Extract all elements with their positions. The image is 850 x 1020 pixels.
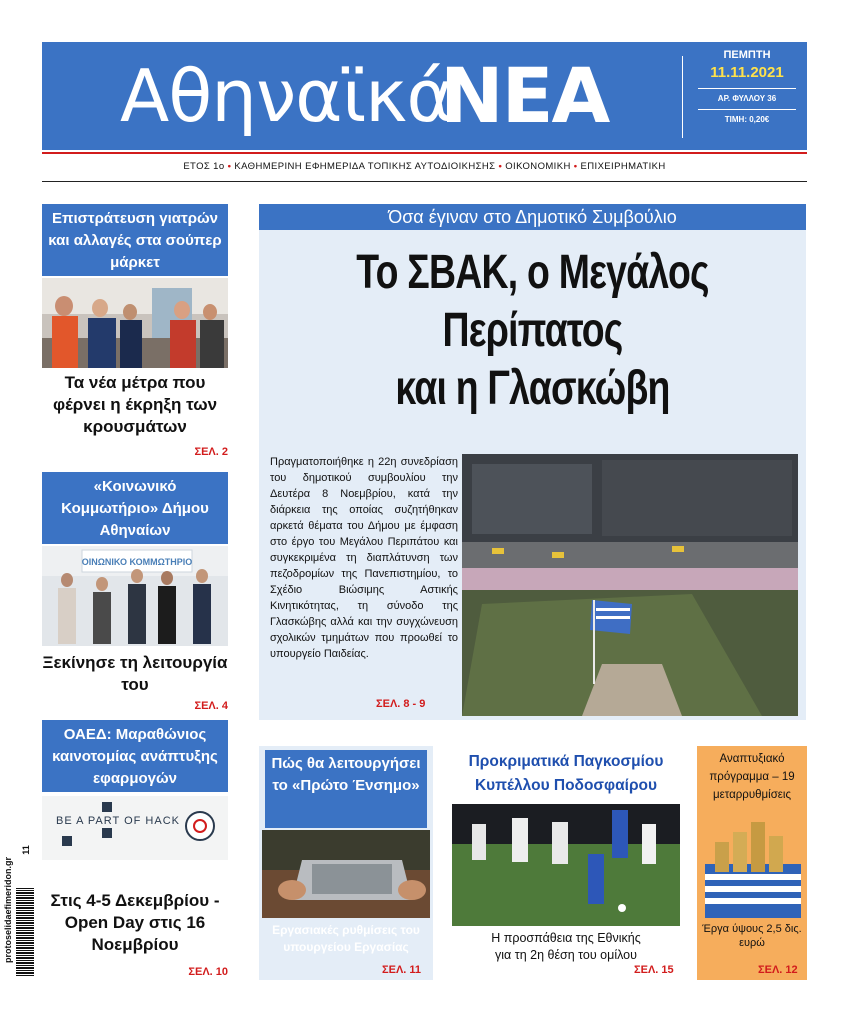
masthead-red-rule xyxy=(42,152,807,154)
bullet-icon: • xyxy=(227,161,235,172)
box-first-stamp-title[interactable]: Πώς θα λειτουργήσει το «Πρώτο Ένσημο» xyxy=(265,750,427,828)
story-doctors-box[interactable]: Επιστράτευση γιατρών και αλλαγές στα σούπερ μάρκετ xyxy=(42,204,228,276)
box-football-title-line: Προκριματικά Παγκοσμίου xyxy=(468,753,664,770)
price-separator xyxy=(698,109,796,110)
box-football-caption-line: για τη 2η θέση του ομίλου xyxy=(495,948,637,962)
box-football-page: ΣΕΛ. 15 xyxy=(634,964,674,976)
bullet-icon: • xyxy=(498,161,506,172)
story-doctors-photo xyxy=(42,278,228,368)
box-first-stamp-caption: Εργασιακές ρυθμίσεις του υπουργείου Εργασίας xyxy=(272,923,420,954)
barcode-code: 11 xyxy=(21,845,31,855)
date-separator xyxy=(698,88,796,89)
box-program-caption: Έργα ύψους 2,5 δις. ευρώ xyxy=(702,923,802,949)
bullet-icon: • xyxy=(573,161,581,172)
story-doctors-headline[interactable]: Τα νέα μέτρα που φέρνει η έκρηξη των κρουσμάτων xyxy=(52,373,218,436)
box-football-caption xyxy=(443,930,689,964)
story-oaed-box[interactable]: ΟΑΕΔ: Μαραθώνιος καινοτομίας ανάπτυξης εφαρμογών xyxy=(42,720,228,792)
banner-text: ΟΙΝΩΝΙΚΟ ΚΟΜΜΩΤΗΡΙΟ xyxy=(81,557,193,567)
main-body-text: Πραγματοποιήθηκε η 22η συνεδρίαση του δημοτικού συμβουλίου την Δευτέρα 8 Νοεμβρίου, κατά την διάρκεια της οποίας συζητήθηκαν αρκετά θέματα του Δήμου με έμφαση στο έργο του Μεγάλου Περιπάτου και συγκεκριμένα τη διαπλάτυνση των πεζοδρομίων της Πανεπιστημίου, το Σχέδιο Βιώσιμης Αστικής Κινητικότητας, τη σύνοδο της Γλασκώβης αλλά και την συγχώνευση σχολικών τμημάτων που προωθεί το υπουργείο Παιδείας. xyxy=(270,456,458,660)
issue-day: ΠΕΜΠΤΗ xyxy=(723,49,771,61)
logo-light-text: Αθηναϊκά xyxy=(120,54,453,138)
masthead-divider xyxy=(682,56,683,138)
story-doctors-page: ΣΕΛ. 2 xyxy=(194,446,228,458)
story-oaed-photo xyxy=(42,796,228,860)
issue-price: ΤΙΜΗ: 0,20€ xyxy=(724,115,770,124)
image-text: BE A PART OF HACK xyxy=(56,815,180,827)
tagline-year: ΕΤΟΣ 1ο xyxy=(183,161,225,172)
headline-line: Το ΣΒΑΚ, ο Μεγάλος xyxy=(356,246,709,299)
main-headline[interactable] xyxy=(319,244,746,418)
source-url: protoselidaefimeridon.gr xyxy=(3,856,13,964)
issue-date: 11.11.2021 xyxy=(710,64,784,81)
headline-line: Περίπατος xyxy=(442,304,623,357)
story-oaed-headline[interactable]: Στις 4-5 Δεκεμβρίου - Open Day στις 16 Νοεμβρίου xyxy=(50,891,220,954)
story-hairdresser-box[interactable]: «Κοινωνικό Κομμωτήριο» Δήμου Αθηναίων xyxy=(42,472,228,544)
football-photo xyxy=(452,804,680,926)
headline-line: και η Γλασκώβη xyxy=(395,362,670,415)
barcode-icon xyxy=(16,888,34,976)
box-football-title[interactable] xyxy=(443,750,689,798)
main-kicker: Όσα έγιναν στο Δημοτικό Συμβούλιο xyxy=(259,204,806,230)
tagline-business: ΕΠΙΧΕΙΡΗΜΑΤΙΚΗ xyxy=(580,161,666,172)
story-oaed-page: ΣΕΛ. 10 xyxy=(188,966,228,978)
main-page-ref: ΣΕΛ. 8 - 9 xyxy=(376,698,426,710)
box-program-page: ΣΕΛ. 12 xyxy=(758,964,798,976)
tagline-desc: ΚΑΘΗΜΕΡΙΝΗ ΕΦΗΜΕΡΙΔΑ ΤΟΠΙΚΗΣ ΑΥΤΟΔΙΟΙΚΗΣΗΣ xyxy=(234,161,496,172)
main-aerial-photo xyxy=(462,454,798,716)
story-hairdresser-headline[interactable]: Ξεκίνησε τη λειτουργία του xyxy=(42,653,228,694)
story-hairdresser-photo xyxy=(42,546,228,646)
coins-flag-photo xyxy=(705,808,801,918)
box-first-stamp-page: ΣΕΛ. 11 xyxy=(382,964,422,976)
box-program-title[interactable]: Αναπτυξιακό πρόγραμμα – 19 μεταρρυθμίσεις xyxy=(709,753,795,801)
box-football-title-line: Κυπέλλου Ποδοσφαίρου xyxy=(474,777,658,794)
tagline-economic: ΟΙΚΟΝΟΜΙΚΗ xyxy=(505,161,571,172)
logo-bold-text: ΝΕΑ xyxy=(440,51,609,140)
story-hairdresser-page: ΣΕΛ. 4 xyxy=(194,700,228,712)
issue-number: ΑΡ. ΦΥΛΛΟΥ 36 xyxy=(717,94,777,103)
tagline xyxy=(42,161,807,172)
box-football-caption-line: Η προσπάθεια της Εθνικής xyxy=(491,931,641,945)
masthead xyxy=(42,42,807,150)
tagline-rule xyxy=(42,181,807,182)
laptop-photo xyxy=(262,830,430,918)
date-block xyxy=(692,48,802,126)
